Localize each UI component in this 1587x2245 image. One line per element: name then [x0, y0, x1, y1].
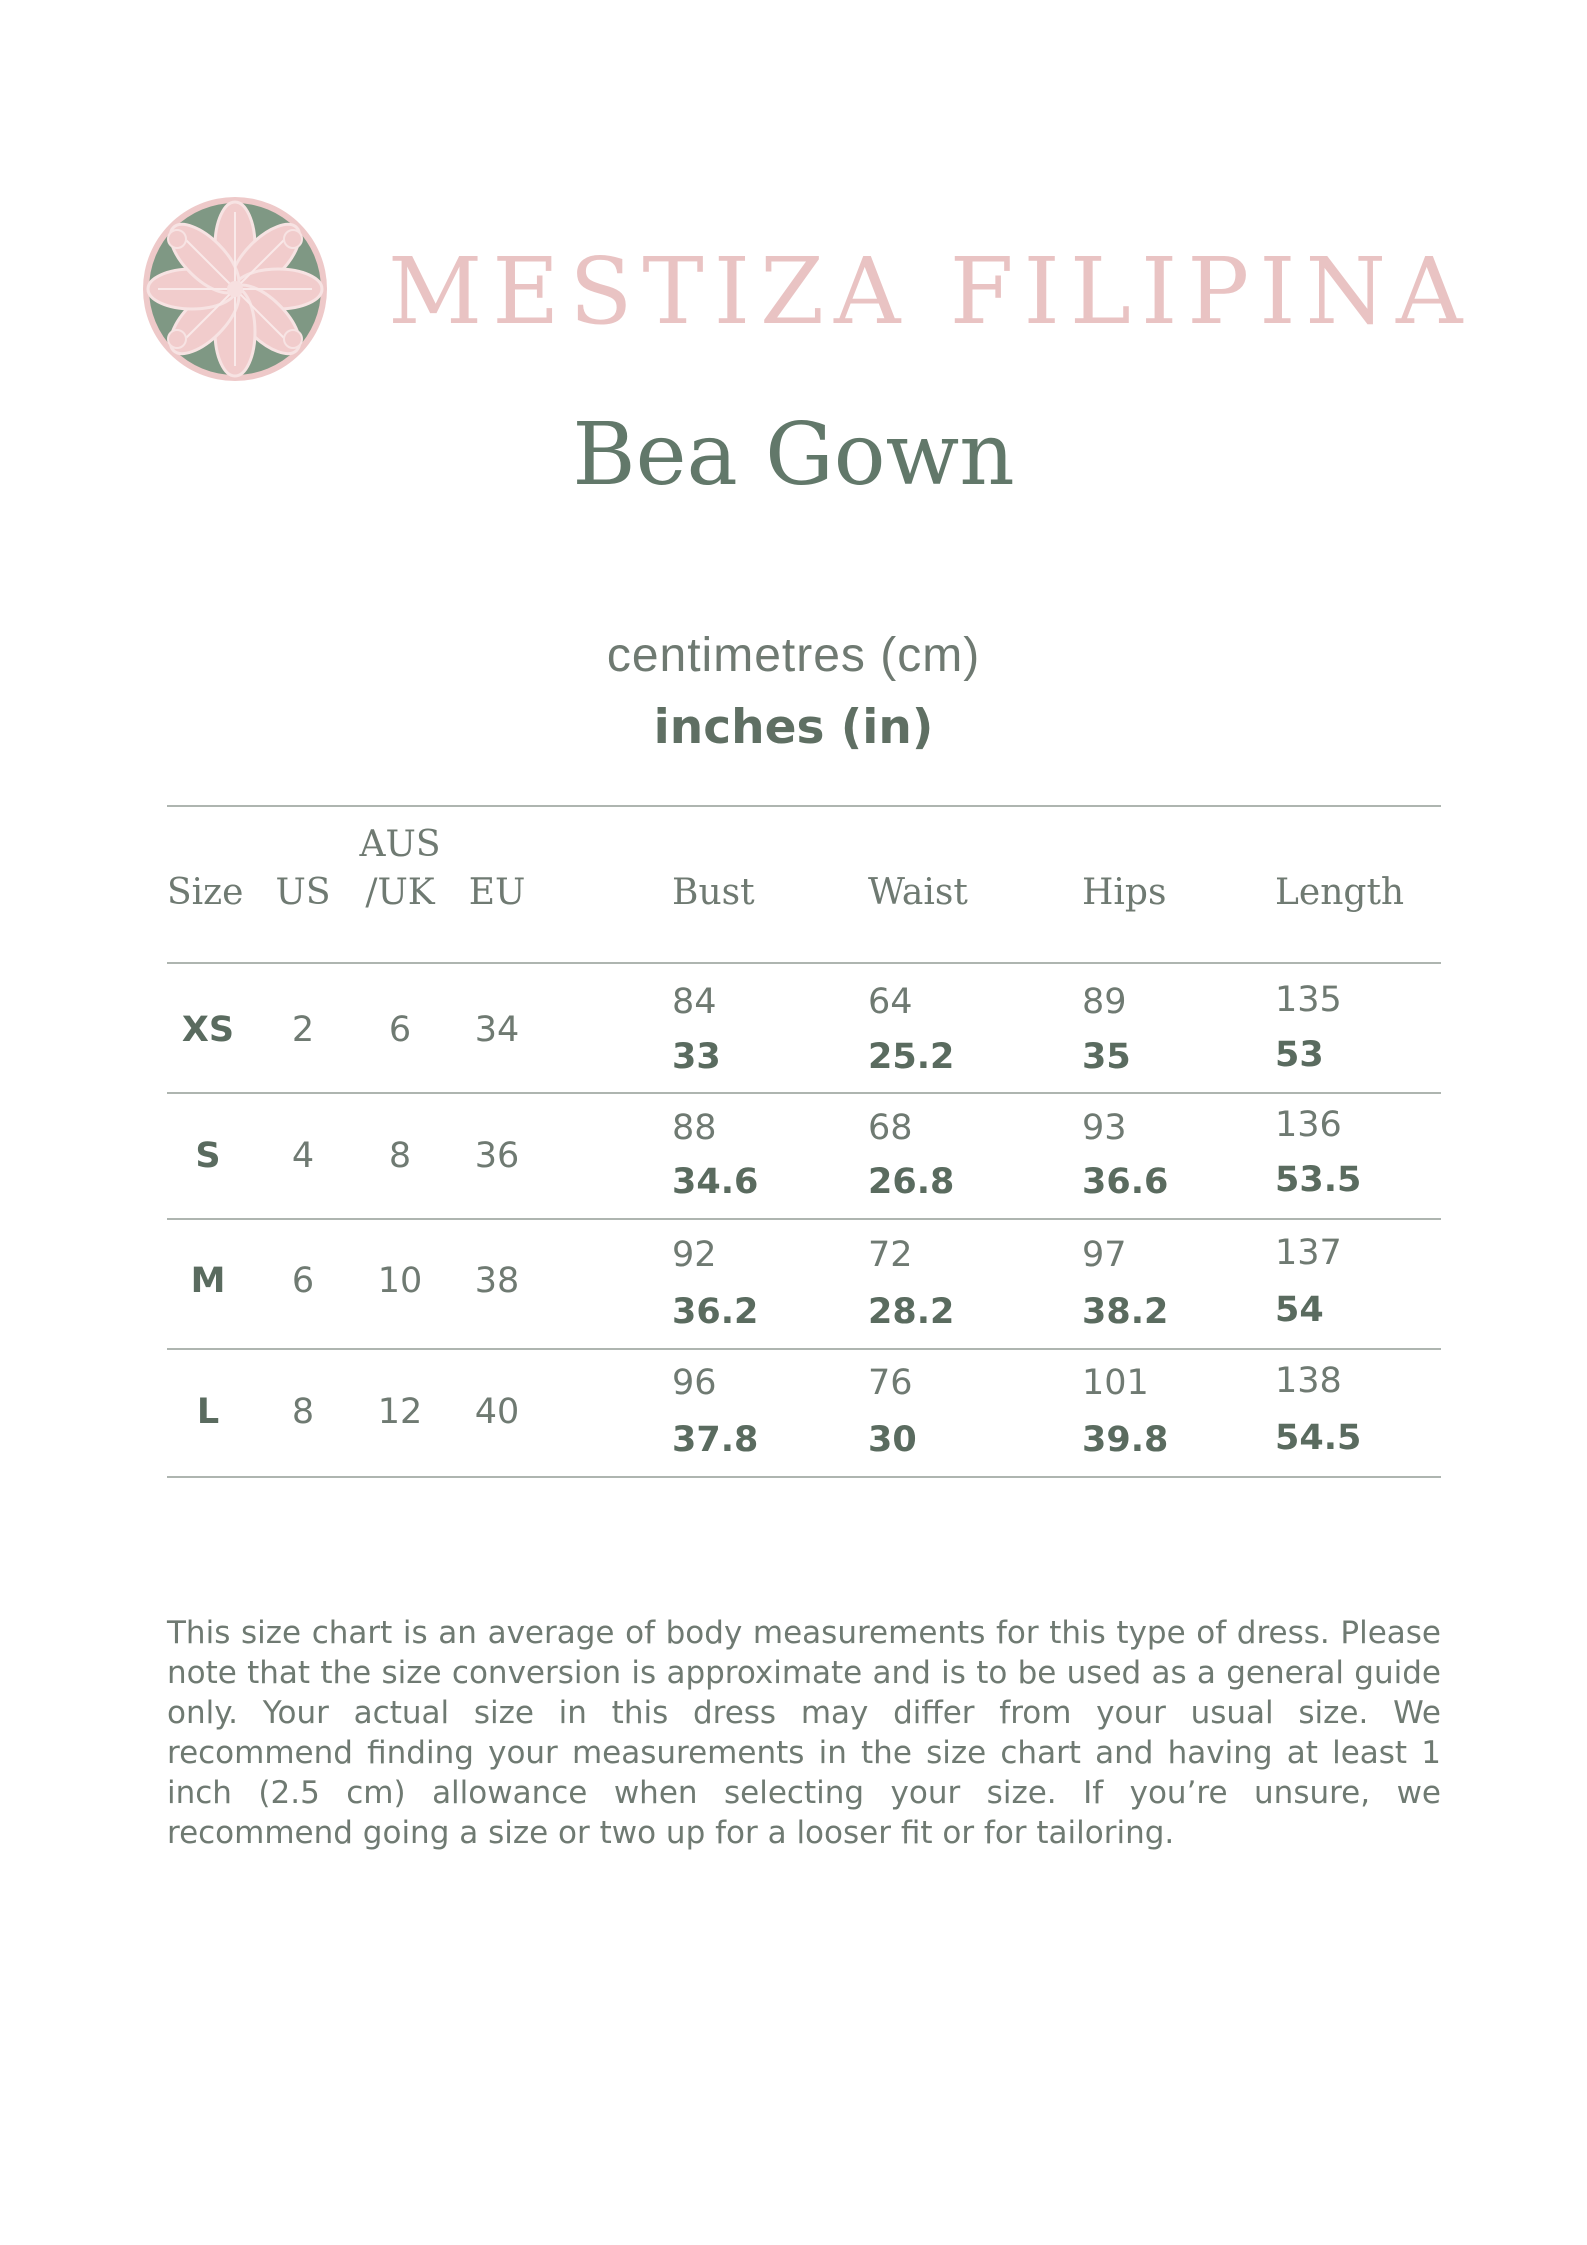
table-rule	[167, 805, 1441, 807]
header-hips: Hips	[1082, 872, 1167, 913]
length-in-cell: 53.5	[1275, 1160, 1362, 1200]
table-rule	[167, 1476, 1441, 1478]
bust-in-cell: 34.6	[672, 1162, 759, 1202]
ausuk-cell: 8	[388, 1136, 412, 1176]
length-cm-cell: 135	[1275, 980, 1342, 1020]
ausuk-cell: 10	[377, 1261, 423, 1301]
header-eu: EU	[468, 872, 526, 913]
length-in-cell: 54.5	[1275, 1418, 1362, 1458]
eu-cell: 38	[474, 1261, 520, 1301]
length-cm-cell: 138	[1275, 1361, 1342, 1401]
waist-in-cell: 30	[868, 1420, 917, 1460]
eu-cell: 40	[474, 1392, 520, 1432]
waist-cm-cell: 64	[868, 982, 913, 1022]
us-cell: 8	[291, 1392, 315, 1432]
flower-mandala-icon	[140, 194, 330, 384]
length-cm-cell: 137	[1275, 1233, 1342, 1273]
hips-cm-cell: 97	[1082, 1235, 1127, 1275]
table-rule	[167, 1348, 1441, 1350]
hips-in-cell: 39.8	[1082, 1420, 1169, 1460]
bust-in-cell: 37.8	[672, 1420, 759, 1460]
table-rule	[167, 1218, 1441, 1220]
brand-name: MESTIZA FILIPINA	[388, 238, 1473, 345]
page-title: Bea Gown	[572, 405, 1015, 505]
unit-legend-cm: centimetres (cm)	[606, 629, 981, 682]
eu-cell: 36	[474, 1136, 520, 1176]
hips-in-cell: 36.6	[1082, 1162, 1169, 1202]
bust-in-cell: 36.2	[672, 1292, 759, 1332]
header-bust: Bust	[672, 872, 755, 913]
bust-cm-cell: 84	[672, 982, 717, 1022]
ausuk-cell: 12	[377, 1392, 423, 1432]
unit-legend-in: inches (in)	[653, 700, 934, 755]
header-waist: Waist	[868, 872, 968, 913]
waist-in-cell: 26.8	[868, 1162, 955, 1202]
ausuk-cell: 6	[388, 1010, 412, 1050]
header-size: Size	[167, 872, 244, 913]
hips-in-cell: 38.2	[1082, 1292, 1169, 1332]
waist-cm-cell: 76	[868, 1363, 913, 1403]
waist-in-cell: 25.2	[868, 1037, 955, 1077]
waist-cm-cell: 72	[868, 1235, 913, 1275]
hips-in-cell: 35	[1082, 1037, 1131, 1077]
bust-cm-cell: 96	[672, 1363, 717, 1403]
length-in-cell: 53	[1275, 1035, 1324, 1075]
header-ausuk-line1: AUS	[359, 824, 441, 865]
hips-cm-cell: 93	[1082, 1108, 1127, 1148]
size-cell: XS	[181, 1010, 235, 1050]
size-cell: L	[196, 1392, 220, 1432]
us-cell: 6	[291, 1261, 315, 1301]
length-cm-cell: 136	[1275, 1105, 1342, 1145]
size-guide-note: This size chart is an average of body measurements for this type of dress. Please note that the size conversion is approximate and is to be used as a general guide only. Your actual size in this dress may differ from your usual size. We recommend finding your measurements in the size chart and having at least 1 inch (2.5 cm) allowance when selecting your size. If you’re unsure, we recommend going a size or two up for a looser fit or for tailoring.	[167, 1615, 1441, 1851]
bust-cm-cell: 88	[672, 1108, 717, 1148]
length-in-cell: 54	[1275, 1290, 1324, 1330]
size-cell: M	[190, 1261, 226, 1301]
hips-cm-cell: 89	[1082, 982, 1127, 1022]
header-us: US	[275, 872, 331, 913]
bust-in-cell: 33	[672, 1037, 721, 1077]
header-ausuk-line2: /UK	[365, 872, 435, 913]
waist-in-cell: 28.2	[868, 1292, 955, 1332]
header-length: Length	[1275, 872, 1405, 913]
bust-cm-cell: 92	[672, 1235, 717, 1275]
table-rule	[167, 962, 1441, 964]
waist-cm-cell: 68	[868, 1108, 913, 1148]
eu-cell: 34	[474, 1010, 520, 1050]
us-cell: 2	[291, 1010, 315, 1050]
size-cell: S	[195, 1136, 221, 1176]
hips-cm-cell: 101	[1082, 1363, 1149, 1403]
us-cell: 4	[291, 1136, 315, 1176]
table-rule	[167, 1092, 1441, 1094]
